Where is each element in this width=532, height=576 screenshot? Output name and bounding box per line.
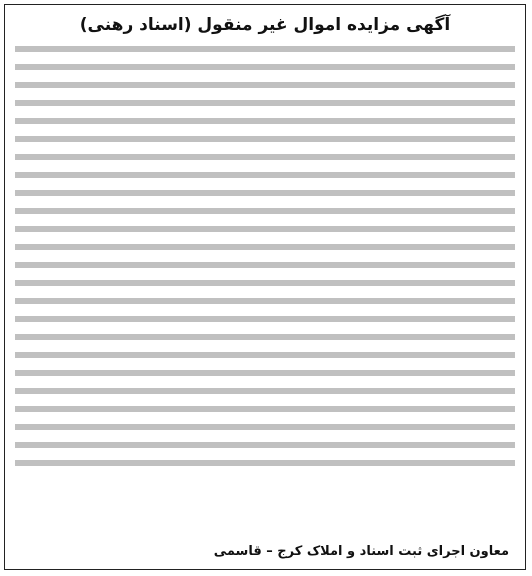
notice-body-text bbox=[15, 41, 515, 471]
notice-frame bbox=[4, 4, 526, 570]
notice-title: آگهی مزایده اموال غیر منقول (اسناد رهنی) bbox=[79, 15, 451, 35]
notice-signature: معاون اجرای ثبت اسناد و املاک کرج – قاسمی bbox=[213, 544, 509, 559]
